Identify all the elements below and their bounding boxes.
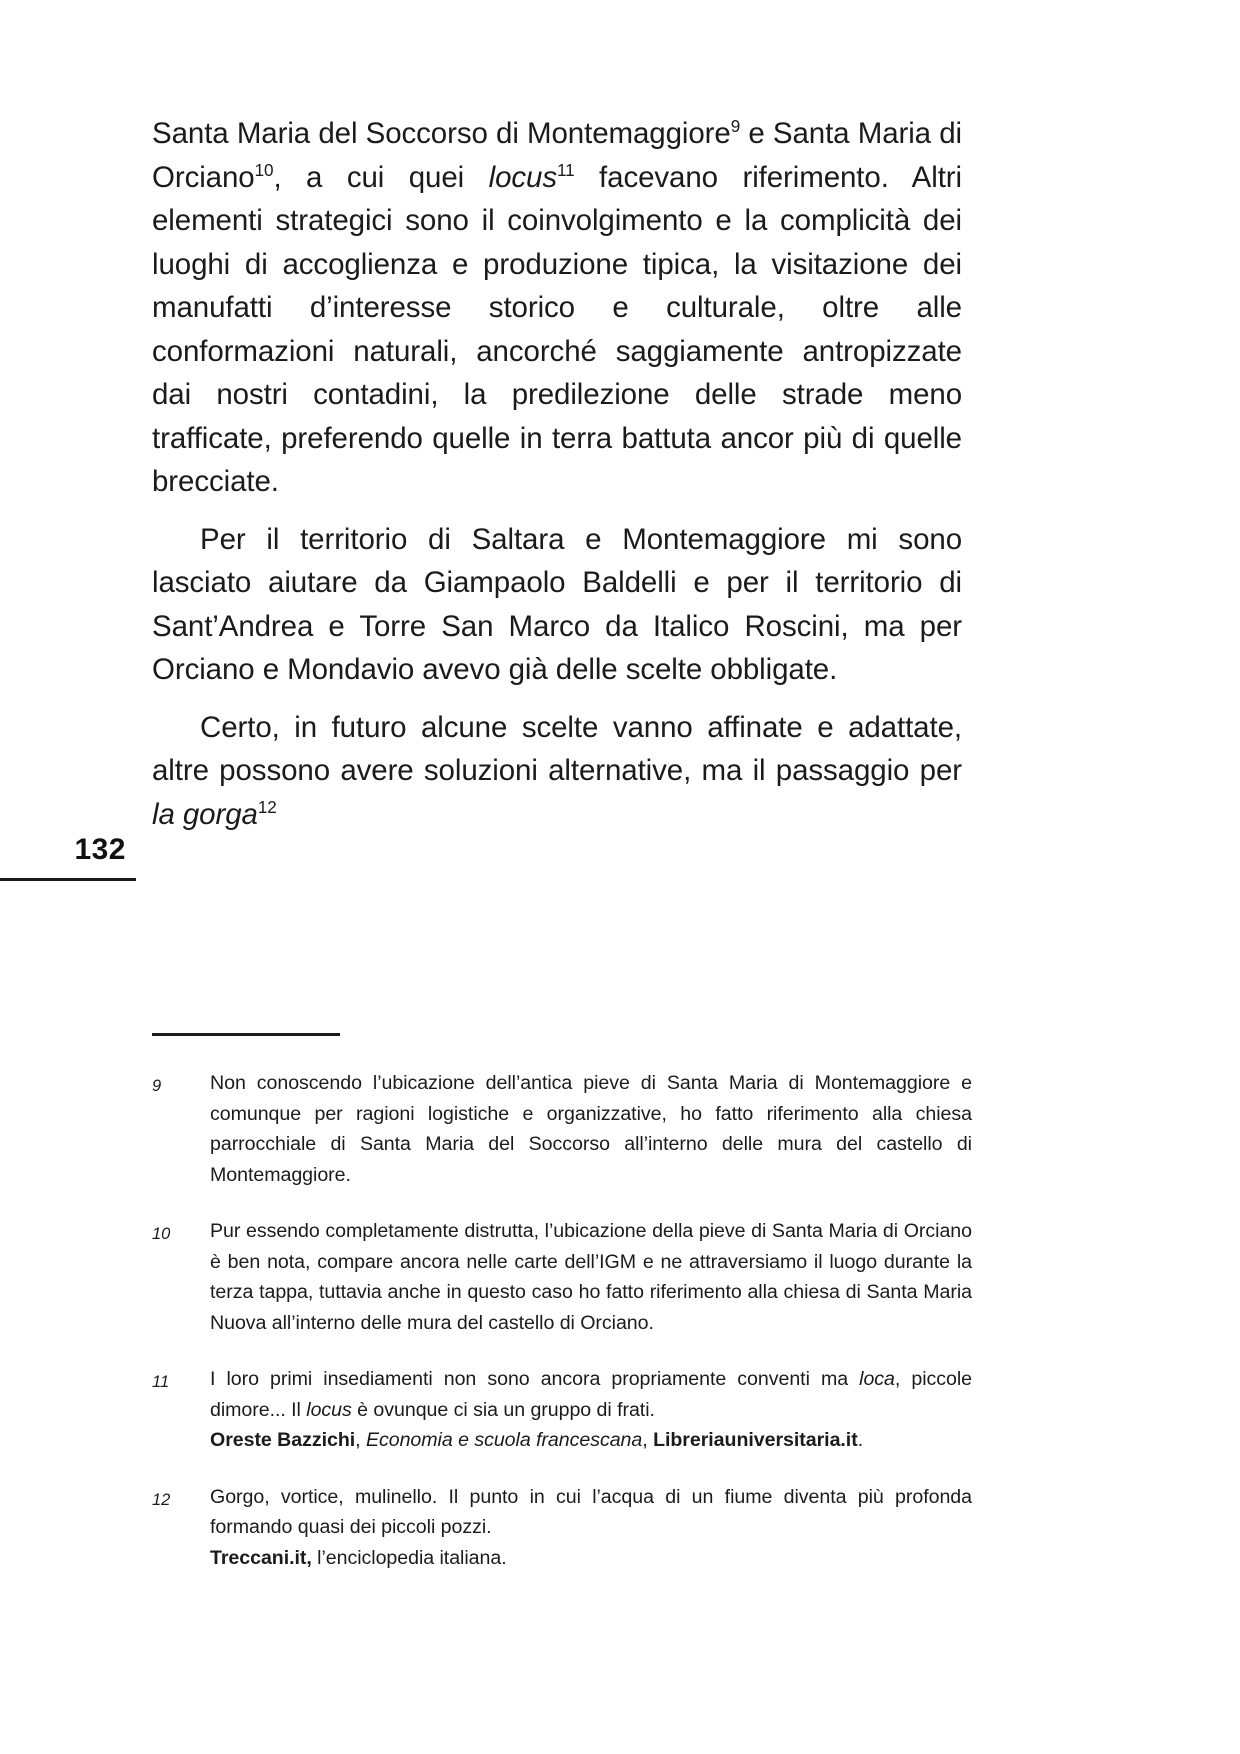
text-run: Pur essendo completamente distrutta, l’ubicazione della pieve di Santa Maria di Orciano è ben nota, compare ancora nelle carte dell’IGM e ne attraversiamo il luogo durante la terza tappa, tuttavia anche in questo caso ho fatto riferimento alla chiesa di Santa Maria Nuova all’interno delle mura del castello di Orciano. [210,1220,972,1334]
footnote-item [152,1364,972,1456]
footnote-text [210,1216,972,1338]
footnote-reference[interactable]: 10 [254,160,274,180]
footnote-text [210,1068,972,1190]
bold-text: Oreste Bazzichi [210,1429,356,1451]
italic-text: Economia e scuola francescana [365,1429,643,1451]
footnote-marker[interactable]: 11 [152,1373,170,1391]
footnote-text [210,1482,972,1574]
footnote-text [210,1364,972,1456]
italic-text: loca [859,1368,895,1390]
italic-text: locus [306,1398,352,1421]
bold-text: Libreriauniversitaria.it [653,1429,858,1451]
folio-rule [0,878,136,881]
text-run: , a cui quei [273,160,489,194]
footnote-separator-rule [152,1033,340,1036]
text-run: , [642,1429,654,1451]
folio-block [0,828,136,881]
text-run: , [355,1429,366,1451]
text-run: Santa Maria del Soccorso di Montemaggiore [152,117,731,150]
footnote-item [152,1216,972,1338]
footnote-reference[interactable]: 9 [730,117,741,137]
italic-text: la gorga [152,797,258,831]
footnote-reference[interactable]: 12 [257,797,277,817]
text-run: Gorgo, vortice, mulinello. Il punto in cui l’acqua di un fiume diventa più profonda formando quasi dei piccoli pozzi. [210,1485,972,1538]
footnote-marker[interactable]: 12 [152,1490,171,1509]
footnote-marker[interactable]: 9 [152,1077,162,1095]
body-text-column [152,112,962,836]
body-paragraph [152,112,962,504]
bold-text: Treccani.it, [210,1546,312,1569]
text-run: è ovunque ci sia un gruppo di frati. [351,1398,655,1421]
text-run: e Santa Maria di Orciano [152,117,962,194]
footnotes-section [152,1068,972,1573]
text-run: Non conoscendo l’ubicazione dell’antica pieve di Santa Maria di Montemaggiore e comunque per ragioni logistiche e organizzative, ho fatto riferimento alla chiesa parrocchiale di Santa Maria del Soccorso all’interno delle mura del castello di Montemaggiore. [210,1072,972,1186]
text-run: . [857,1429,864,1451]
body-paragraph [152,518,962,692]
text-run: Per il territorio di Saltara e Montemaggiore mi sono lasciato aiutare da Giampaolo Baldelli e per il territorio di Sant’Andrea e Torre San Marco da Italico Roscini, ma per Orciano e Mondavio avevo già delle scelte obbligate. [152,522,962,686]
italic-text: locus [488,160,557,194]
text-run: I loro primi insediamenti non sono ancora propriamente conventi ma [210,1368,860,1390]
text-run: facevano riferimento. Altri elementi strategici sono il coinvolgimento e la complicità dei luoghi di accoglienza e produzione tipica, la visitazione dei manufatti d’interesse storico e culturale, oltre alle conformazioni naturali, ancorché saggiamente antropizzate dai nostri contadini, la predilezione delle strade meno trafficate, preferendo quelle in terra battuta ancor più di quelle brecciate. [152,160,962,498]
text-run: Certo, in futuro alcune scelte vanno affinate e adattate, altre possono avere soluzioni alternative, ma il passaggio per [152,710,962,787]
text-run: , piccole dimore... Il [210,1368,972,1421]
footnote-item [152,1482,972,1574]
footnote-reference[interactable]: 11 [556,160,575,180]
footnote-marker[interactable]: 10 [152,1225,171,1243]
page-number: 132 [74,833,126,866]
body-paragraph [152,706,962,837]
footnote-item [152,1068,972,1190]
text-run: l’enciclopedia italiana. [311,1546,507,1569]
